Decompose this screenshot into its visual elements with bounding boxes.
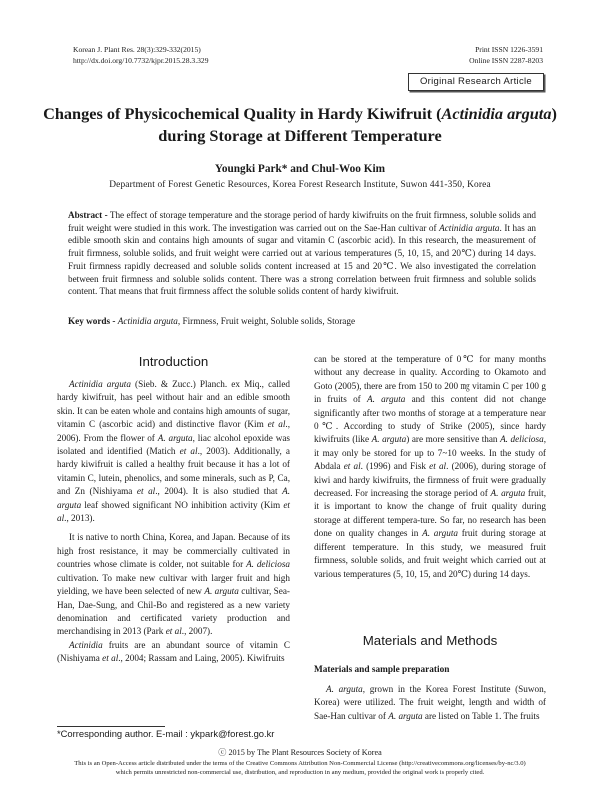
left-column (57, 368, 290, 666)
methods-paragraph: A. arguta, grown in the Korea Forest Institute (Suwon, Korea) were utilized. The fruit weight, length and width of Sae-Han cultivar of A. arguta are listed on Table 1. The fruits (314, 684, 546, 721)
title-line-2: during Storage at Different Temperature (158, 126, 442, 145)
keywords-list: , Firmness, Fruit weight, Soluble solids, Storage (177, 316, 356, 326)
intro-paragraph-2: It is native to north China, Korea, and Japan. Because of its high frost resistance, it may be commercially cultivated in countries whose climate is colder, not suitable for A. deliciosa cultivation. To make new cultivar with larger fruit and high yielding, we have been selected of new A. arguta cultivar, Sea-Han, Dae-Sung, and Chil-Bo and registered as a new variety denomination and certificated variety production and merchandising in 2013 (Park et al., 2007). (57, 532, 290, 637)
title-close: ) (551, 104, 557, 123)
online-issn: Online ISSN 2287-8203 (469, 55, 543, 65)
methods-heading: Materials and Methods (362, 633, 498, 648)
footnote-divider (57, 726, 165, 727)
intro-paragraph-continued: can be stored at the temperature of 0℃ for many months without any decrease in quality. According to Okamoto and Goto (2005), there are from 150 to 200 ㎎ vitamin C per 100 g in fruits of A. arguta and this content did not change significantly after two months of storage at a temperature near 0℃. According to study of Strike (2005), since hardy kiwifruits (like A. arguta) are more sensitive than A. deliciosa, it may only be stored for up to 7~10 weeks. In the study of Abdala et al. (1996) and Fisk et al. (2006), during storage of kiwi and hardy kiwifruits, the firmness of fruit were gradually decreased. For increasing the storage period of A. arguta fruit, it is important to know the change of fruit quality during storage at different tempera-ture. So far, no research has been done on quality changes in A. arguta fruit during storage at different temperature. In this study, we measured fruit firmness, soluble solids, and fruit weight which carried out at various temperatures (5, 10, 15, and 20℃) during 14 days. (314, 354, 547, 579)
keywords-label: Key words - (68, 316, 116, 326)
title-line-1 (40, 103, 560, 125)
abstract (68, 209, 536, 298)
abstract-label: Abstract - (68, 210, 108, 220)
copyright: ⓒ 2015 by The Plant Resources Society of Korea (218, 748, 382, 757)
intro-paragraph-3: Actinidia fruits are an abundant source of vitamin C (Nishiyama et al., 2004; Rassam and Laing, 2005). Kiwifruits (57, 639, 290, 664)
affiliation: Department of Forest Genetic Resources, Korea Forest Research Institute, Suwon 441-350, Korea (109, 180, 491, 190)
abstract-species: Actinidia arguta (439, 222, 500, 233)
materials-subheading: Materials and sample preparation (314, 665, 450, 675)
right-column (314, 353, 546, 581)
authors: Youngki Park* and Chul-Woo Kim (214, 163, 386, 175)
intro-paragraph-1: Actinidia arguta (Sieb. & Zucc.) Planch. ex Miq., called hardy kiwifruit, has peel without hair and an edible smooth skin. It can be eaten whole and contains high amounts of sugar, vitamin C (ascorbic acid) and distinctive flavor (Kim et al., 2006). From the flower of A. arguta, liac alcohol epoxide was isolated and identified (Matich et al., 2003). Additionally, a hardy kiwifruit is called a healthy fruit because it has a lot of vitamin C, lutein, phenolics, and some minerals, such as P, Ca, and Zn (Nishiyama et al., 2004). It is also studied that A. arguta leaf showed significant NO inhibition activity (Kim et al., 2013). (57, 379, 291, 524)
abstract-text-2: . It has an edible smooth skin and contains high amounts of sugar and vitamin C (ascorbic acid). In this research, the measurement of fruit firmness, soluble solids, and fruit weight were carried out at various temperatures (5, 10, 15, and 20℃) during 14 days. Fruit firmness rapidly decreased and soluble solids content increased at 15 and 20℃. We also investigated the correlation between fruit firmness and soluble solids content. There was a strong correlation between fruit firmness and soluble solids content. That means that fruit firmness affect the soluble solids content of hardy kiwifruit. (68, 222, 537, 297)
issn-header (469, 45, 543, 66)
keywords (68, 316, 538, 326)
license-notice (40, 760, 560, 777)
journal-citation: Korean J. Plant Res. 28(3):329-332(2015) (73, 45, 201, 54)
introduction-heading: Introduction (138, 354, 209, 369)
license-line-2: which permits unrestricted non-commercial use, distribution, and reproduction in any medium, provided the original work is properly cited. (115, 768, 485, 776)
license-line-1: This is an Open-Access article distributed under the terms of the Creative Commons Attribution Non-Commercial License (http://creativecommons.org/licenses/by-nc/3.0) (74, 760, 526, 767)
title-species: Actinidia arguta (441, 104, 552, 123)
journal-header (73, 45, 209, 66)
print-issn: Print ISSN 1226-3591 (475, 45, 543, 54)
abstract-text: The effect of storage temperature and the storage period of hardy kiwifruits on the fruit firmness, soluble solids and fruit weight were studied in this work. The investigation was carried out on the Sae-Han cultivar of (68, 210, 536, 233)
title-text: Changes of Physicochemical Quality in Hardy Kiwifruit ( (43, 104, 442, 123)
paper-title (40, 103, 560, 147)
article-type-badge: Original Research Article (408, 73, 544, 91)
corresponding-author: *Corresponding author. E-mail : ykpark@forest.go.kr (57, 728, 275, 739)
methods-text (314, 683, 546, 723)
keyword-species: Actinidia arguta (117, 316, 178, 326)
doi-link[interactable]: http://dx.doi.org/10.7732/kjpr.2015.28.3.329 (73, 55, 209, 65)
